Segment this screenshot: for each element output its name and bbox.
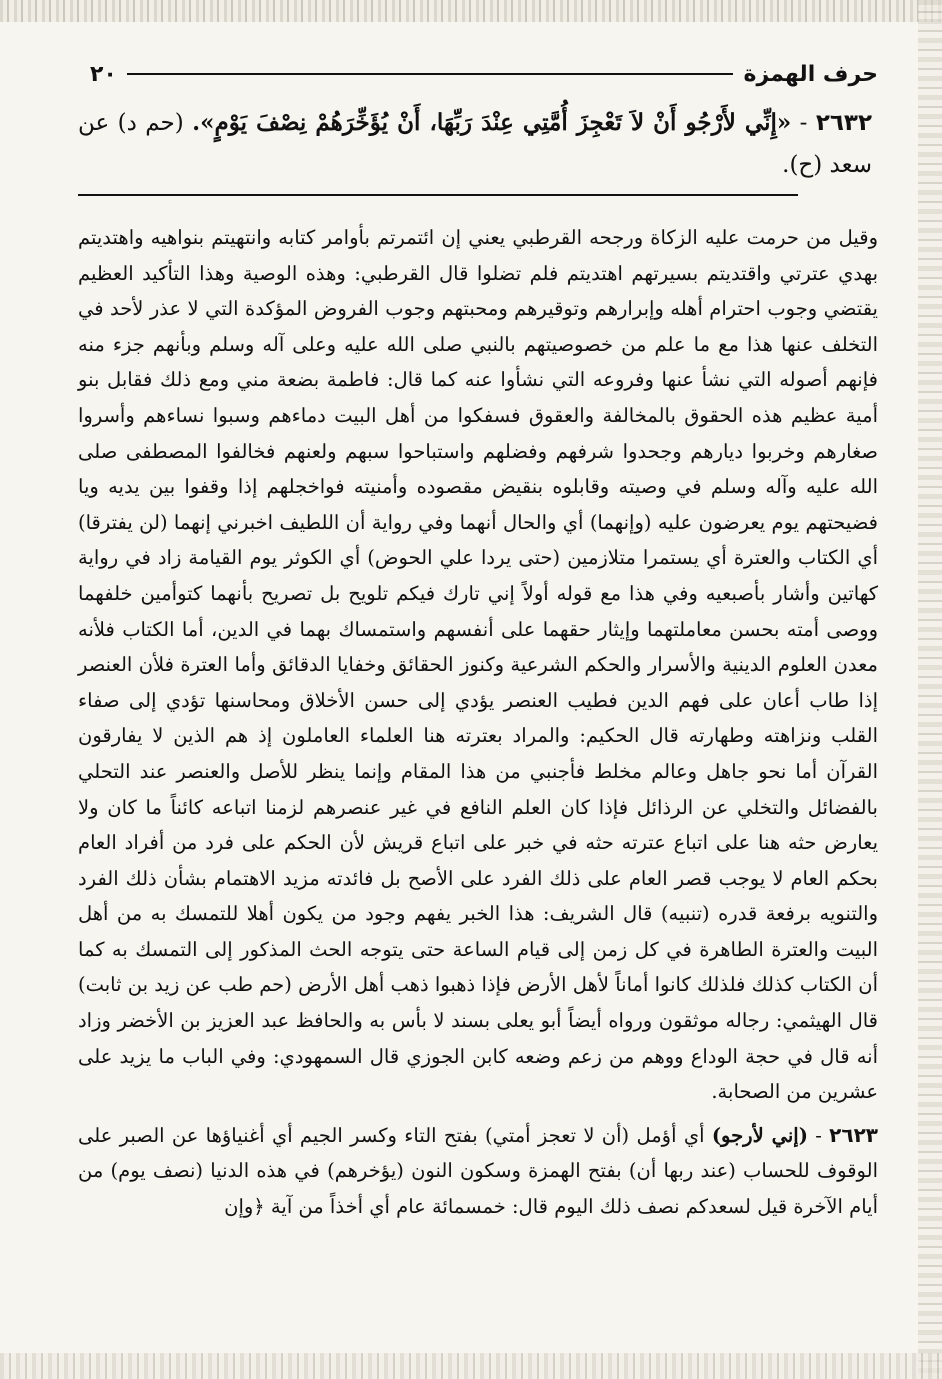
commentary-paragraph: وقيل من حرمت عليه الزكاة ورجحه القرطبي يعني إن ائتمرتم بأوامر كتابه وانتهيتم بنواهيه واهتديتم بهدي عترتي واقتديتم بسيرتهم اهتديتم فلم تضلوا قال القرطبي: وهذه الوصية وهذا التأكيد العظيم يقتضي وجوب احترام أهله وإبرارهم وتوقيرهم ومحبتهم وجوب الفروض المؤكدة التي لا عذر لأحد في التخلف عنها هذا مع ما علم من خصوصيتهم بالنبي صلى الله عليه وعلى آله وسلم وبأنهم جزء منه فإنهم أصوله التي نشأ عنها وفروعه التي نشأوا عنه كما قال: فاطمة بضعة مني ومع ذلك فقابل بنو أمية عظيم هذه الحقوق بالمخالفة والعقوق فسفكوا من أهل البيت دماءهم وسبوا نساءهم وأسروا صغارهم وخربوا ديارهم وجحدوا شرفهم وفضلهم واستباحوا سبهم ولعنهم فخالفوا المصطفى صلى الله عليه وآله وسلم في وصيته وقابلوه بنقيض مقصوده وأمنيته فواخجلهم إذا وقفوا بين يديه ويا فضيحتهم يوم يعرضون عليه (وإنهما) أي والحال أنهما وفي رواية أن اللطيف اخبرني إنهما (لن يفترقا) أي الكتاب والعترة أي يستمرا متلازمين (حتى يردا علي الحوض) أي الكوثر يوم القيامة زاد في رواية كهاتين وأشار بأصبعيه وفي هذا مع قوله أولاً إني تارك فيكم تلويح بل تصريح بأنهما كتوأمين خلفهما ووصى أمته بحسن معاملتهما وإيثار حقهما على أنفسهم واستمساك بهما في الدين، أما الكتاب فلأنه معدن العلوم الدينية والأسرار والحكم الشرعية وكنوز الحقائق وخفايا الدقائق وأما العترة فلأن العنصر إذا طاب أعان على فهم الدين فطيب العنصر يؤدي إلى حسن الأخلاق ومحاسنها تؤدي إلى صفاء القلب ونزاهته وطهارته قال الحكيم: والمراد بعترته هنا العلماء العاملون إذ هم الذين لا يفارقون القرآن أما نحو جاهل وعالم مخلط فأجنبي من هذا المقام وإنما ينظر للأصل والعنصر عند التحلي بالفضائل والتخلي عن الرذائل فإذا كان العلم النافع في غير عنصرهم لزمنا اتباعه كائناً ما كان ولا يعارض حثه هنا على اتباع عترته حثه في خبر على اتباع قريش لأن الحكم على فرد من أفراد العام بحكم العام لا يوجب قصر العام على ذلك الفرد على الأصح بل فائدته مزيد الاهتمام بشأن ذلك الفرد والتنويه برفعة قدره (تنبيه) قال الشريف: هذا الخبر يفهم وجود من يكون أهلا للتمسك به من أهل البيت والعترة الطاهرة في كل زمن إلى قيام الساعة حتى يتوجه الحث المذكور إلى التمسك به كما أن الكتاب كذلك فلذلك كانوا أماناً لأهل الأرض فإذا ذهبوا ذهب أهل الأرض (حم طب عن زيد بن ثابت) قال الهيثمي: رجاله موثقون ورواه أيضاً أبو يعلى بسند لا بأس به والحافظ عبد العزيز بن الأخضر وزاد أنه قال في حجة الوداع ووهم من زعم وضعه كابن الجوزي قال السمهودي: وفي الباب ما يزيد على عشرين من الصحابة.	[78, 226, 878, 1104]
page-header	[78, 52, 878, 96]
sharh-dash: -	[807, 1123, 822, 1147]
sharh-number: ٢٦٢٣	[829, 1122, 878, 1147]
scan-edge-right	[918, 0, 942, 1379]
hadith-dash: -	[791, 110, 808, 136]
sharh-text: أي أؤمل (أن لا تعجز أمتي) بفتح التاء وكسر الجيم أي أغنياؤها عن الصبر على الوقوف للحساب (عند ربها أن) بفتح الهمزة وسكون النون (يؤخرهم) في هذه الدنيا (نصف يوم) من أيام الآخرة قيل لسعدكم نصف ذلك اليوم قال: خمسمائة عام أي أخذاً من آية ﴿وإن	[78, 1123, 878, 1219]
hadith-number: ٢٦٣٢	[815, 110, 873, 136]
hadith-matn: «إِنِّي لأَرْجُو أَنْ لاَ تَعْجِزَ أُمَّتِي عِنْدَ رَبِّهَا، أَنْ يُؤَخِّرَهُمْ نِصْفَ يَوْمٍ».	[192, 109, 792, 136]
scan-edge-bottom	[0, 1353, 942, 1379]
hadith-text	[78, 102, 878, 186]
sharh-lemma: (إني لأرجو)	[711, 1123, 808, 1147]
scan-edge-top	[0, 0, 942, 22]
sharh-entry	[78, 1118, 878, 1225]
hadith-sources: (حم د) عن سعد (ح).	[78, 110, 872, 178]
running-title: حرف الهمزة	[743, 61, 878, 87]
page-number: ٢٠	[90, 61, 117, 87]
section-divider	[78, 194, 798, 196]
book-page	[78, 52, 878, 1225]
header-rule	[127, 73, 734, 75]
